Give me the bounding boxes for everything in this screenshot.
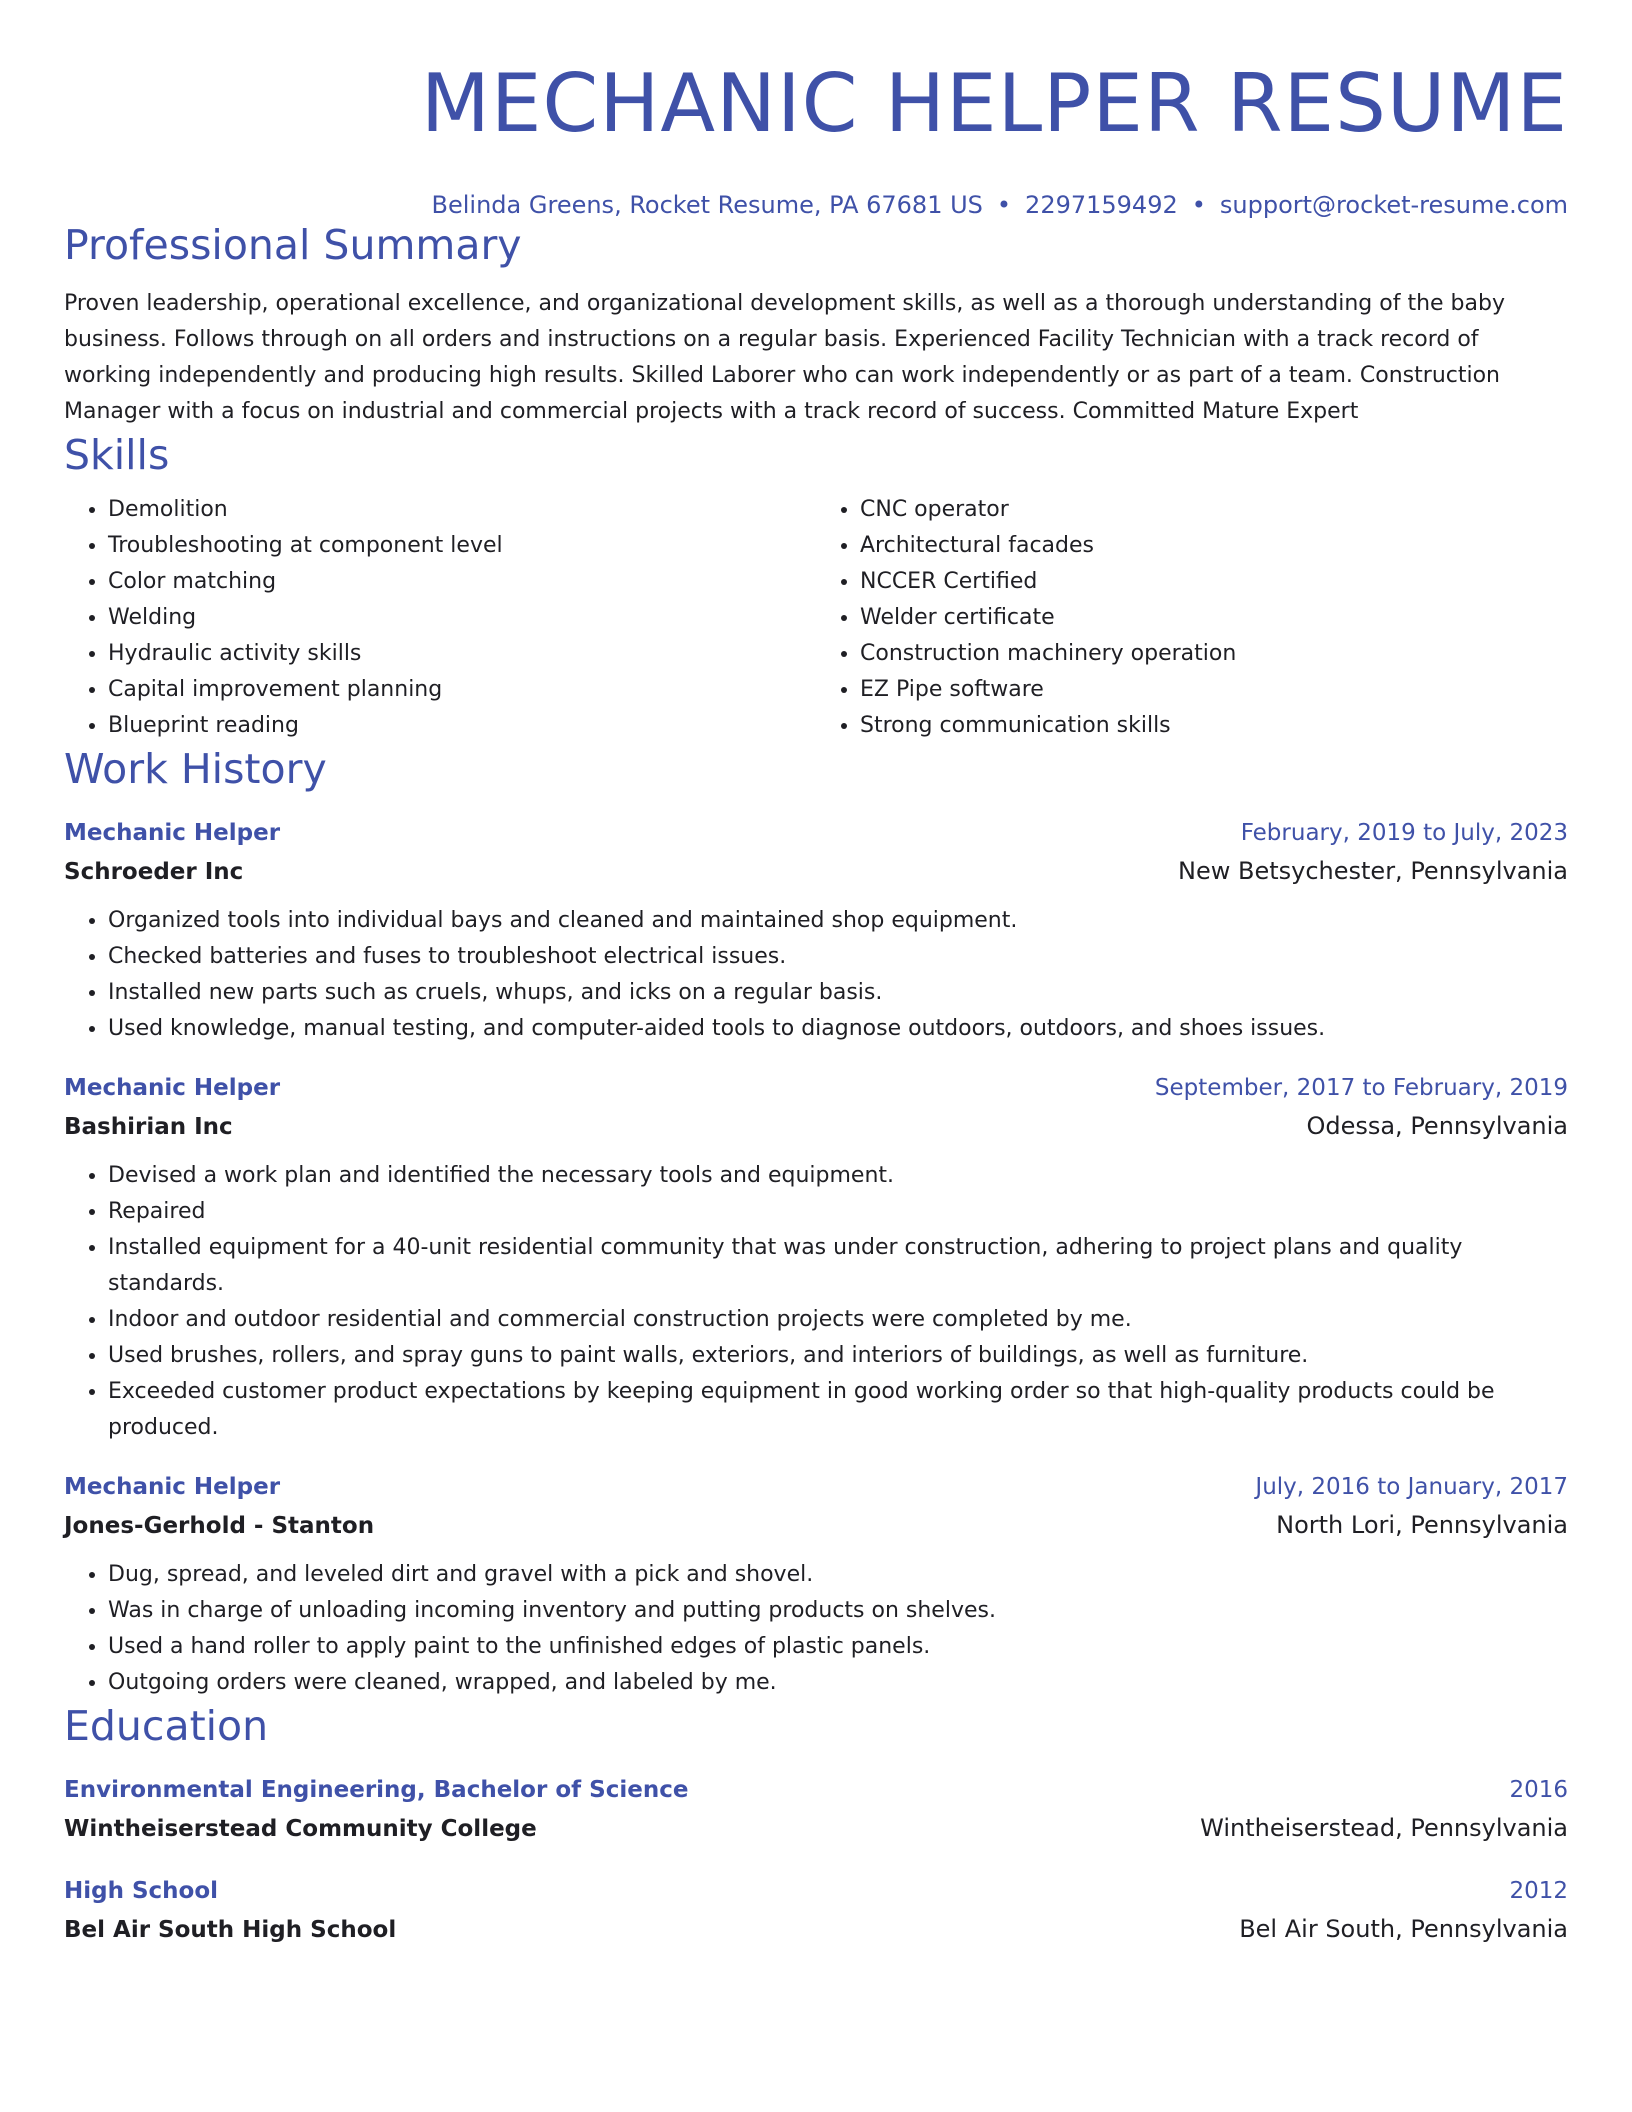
skill-item: • Architectural facades xyxy=(860,528,1568,564)
skills-column-right xyxy=(816,492,1568,744)
job-entry xyxy=(64,1069,1568,1446)
education-school: Wintheiserstead Community College xyxy=(64,1816,537,1842)
skill-item: • EZ Pipe software xyxy=(860,672,1568,708)
education-location: Wintheiserstead, Pennsylvania xyxy=(1200,1814,1568,1842)
skill-item: • Capital improvement planning xyxy=(108,672,816,708)
education-location: Bel Air South, Pennsylvania xyxy=(1239,1915,1568,1943)
contact-line xyxy=(64,190,1568,220)
job-bullet: • Devised a work plan and identified the necessary tools and equipment. xyxy=(108,1158,1568,1194)
skill-item: • Welding xyxy=(108,600,816,636)
skill-item: • Blueprint reading xyxy=(108,708,816,744)
job-bullets xyxy=(64,903,1568,1047)
job-bullet: • Used brushes, rollers, and spray guns to paint walls, exteriors, and interiors of buildings, as well as furniture. xyxy=(108,1338,1568,1374)
job-bullets xyxy=(64,1158,1568,1446)
job-role: Mechanic Helper xyxy=(64,1474,281,1500)
education-school: Bel Air South High School xyxy=(64,1917,397,1943)
education-heading: Education xyxy=(64,1702,269,1750)
summary-text: Proven leadership, operational excellence, and organizational development skills, as well as a thorough understanding of the baby business. Follows through on all orders and instructions on a regular basis. Experienced Facility Technician with a track record of working independently and producing high results. Skilled Laborer who can work independently or as part of a team. Construction Manager with a focus on industrial and commercial projects with a track record of success. Committed Mature Expert xyxy=(64,291,1505,424)
skill-item: • NCCER Certified xyxy=(860,564,1568,600)
job-bullet: • Used a hand roller to apply paint to the unfinished edges of plastic panels. xyxy=(108,1629,1568,1665)
job-location: New Betsychester, Pennsylvania xyxy=(1178,857,1568,885)
education-degree: Environmental Engineering, Bachelor of Science xyxy=(64,1777,689,1803)
job-company: Schroeder Inc xyxy=(64,859,244,885)
job-bullet: • Indoor and outdoor residential and commercial construction projects were completed by me. xyxy=(108,1302,1568,1338)
skill-item: • Troubleshooting at component level xyxy=(108,528,816,564)
contact-address: Belinda Greens, Rocket Resume, PA 67681 US xyxy=(431,191,983,219)
skills-heading: Skills xyxy=(64,431,170,479)
contact-phone: 2297159492 xyxy=(1025,191,1178,219)
job-bullet: • Exceeded customer product expectations by keeping equipment in good working order so that high-quality products could be produced. xyxy=(108,1374,1568,1446)
job-bullets xyxy=(64,1557,1568,1701)
job-bullet: • Repaired xyxy=(108,1194,1568,1230)
work-history-heading: Work History xyxy=(64,745,327,793)
page-title: MECHANIC HELPER RESUME xyxy=(420,57,1568,150)
job-location: Odessa, Pennsylvania xyxy=(1306,1112,1568,1140)
job-location: North Lori, Pennsylvania xyxy=(1276,1511,1568,1539)
job-bullet: • Installed equipment for a 40-unit residential community that was under construction, adhering to project plans and quality standards. xyxy=(108,1230,1568,1302)
skill-item: • Strong communication skills xyxy=(860,708,1568,744)
skill-item: • Color matching xyxy=(108,564,816,600)
job-bullet: • Checked batteries and fuses to troubleshoot electrical issues. xyxy=(108,939,1568,975)
job-bullet: • Was in charge of unloading incoming inventory and putting products on shelves. xyxy=(108,1593,1568,1629)
job-company: Jones-Gerhold - Stanton xyxy=(64,1513,375,1539)
job-company: Bashirian Inc xyxy=(64,1114,233,1140)
job-role: Mechanic Helper xyxy=(64,1075,281,1101)
education-year: 2016 xyxy=(1509,1777,1568,1803)
resume-page xyxy=(64,0,1568,2112)
job-bullet: • Organized tools into individual bays and cleaned and maintained shop equipment. xyxy=(108,903,1568,939)
education-year: 2012 xyxy=(1509,1878,1568,1904)
job-dates: September, 2017 to February, 2019 xyxy=(1154,1075,1568,1101)
job-bullet: • Used knowledge, manual testing, and computer-aided tools to diagnose outdoors, outdoors, and shoes issues. xyxy=(108,1011,1568,1047)
contact-separator: • xyxy=(1191,191,1206,219)
skill-item: • Demolition xyxy=(108,492,816,528)
skills-list xyxy=(64,492,1568,744)
skill-item: • Welder certificate xyxy=(860,600,1568,636)
job-bullet: • Installed new parts such as cruels, whups, and icks on a regular basis. xyxy=(108,975,1568,1011)
job-entry xyxy=(64,1468,1568,1701)
summary-heading: Professional Summary xyxy=(64,221,522,269)
job-dates: February, 2019 to July, 2023 xyxy=(1240,820,1568,846)
job-entry xyxy=(64,814,1568,1047)
contact-separator: • xyxy=(996,191,1012,219)
contact-email[interactable]: support@rocket-resume.com xyxy=(1219,191,1568,219)
skills-column-left xyxy=(64,492,816,744)
education-entry xyxy=(64,1872,1568,1949)
skill-item: • CNC operator xyxy=(860,492,1568,528)
job-role: Mechanic Helper xyxy=(64,820,281,846)
job-bullet: • Outgoing orders were cleaned, wrapped, and labeled by me. xyxy=(108,1665,1568,1701)
skill-item: • Construction machinery operation xyxy=(860,636,1568,672)
education-degree: High School xyxy=(64,1878,219,1904)
job-dates: July, 2016 to January, 2017 xyxy=(1255,1474,1568,1500)
skill-item: • Hydraulic activity skills xyxy=(108,636,816,672)
job-bullet: • Dug, spread, and leveled dirt and gravel with a pick and shovel. xyxy=(108,1557,1568,1593)
education-entry xyxy=(64,1771,1568,1848)
